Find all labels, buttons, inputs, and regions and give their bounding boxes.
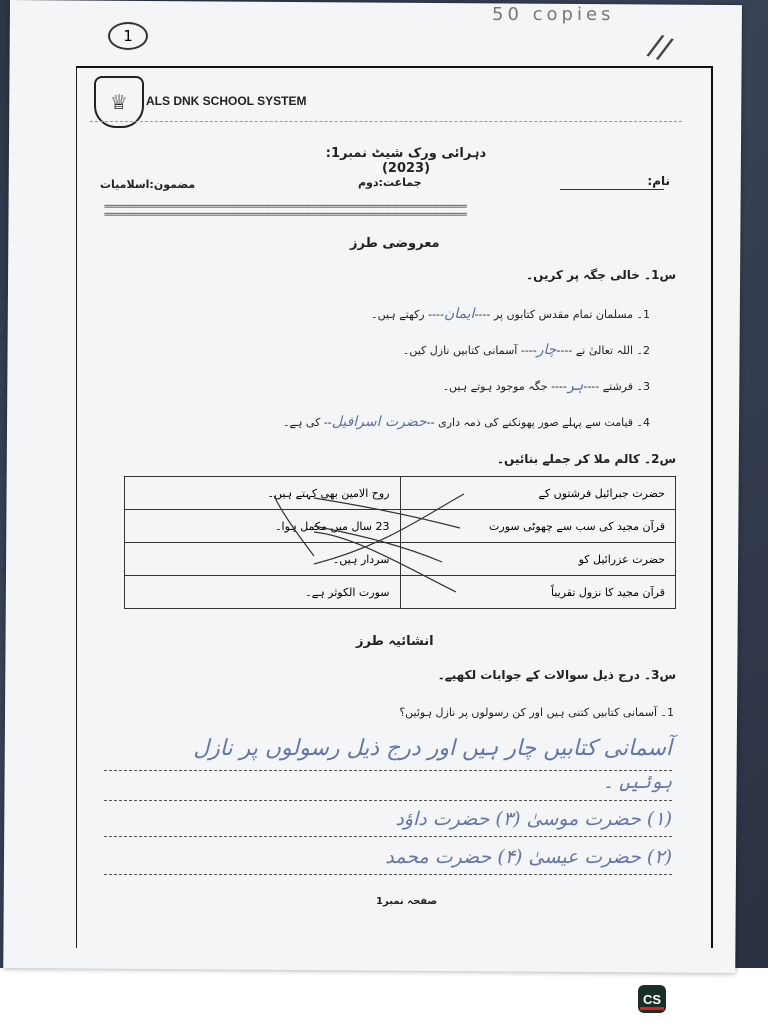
separator-line: ================================================================================== (104, 210, 467, 220)
matching-lines (124, 476, 676, 612)
q1-item: 4۔ قیامت سے پہلے صور پھونکنے کی ذمہ داری --حضرت اسرافیل-- کی ہے۔ (283, 414, 650, 430)
separator-line: ================================================================================== (104, 202, 467, 212)
q1-item: 3۔ فرشتے ----ہر---- جگہ موجود ہوتے ہیں۔ (442, 378, 650, 394)
name-field-line (560, 189, 664, 190)
header-divider (90, 121, 682, 122)
subjective-heading: انشائیہ طرز (356, 634, 434, 649)
handwritten-answer: (۱) حضرت موسیٰ (۳) حضرت داؤد (395, 808, 672, 830)
q1-item-after: کی ہے۔ (283, 416, 321, 429)
match-line (314, 532, 456, 592)
q1-item-num: 4۔ (636, 416, 650, 429)
q1-label: س1۔ خالی جگہ پر کریں۔ (526, 268, 676, 282)
page-circle-number: 1 (108, 22, 148, 50)
q1-item-answer: حضرت اسرافیل (331, 414, 427, 430)
q1-item-answer: ایمان (444, 306, 475, 322)
q1-item-num: 1۔ (636, 308, 650, 321)
page-number-footer: صفحہ نمبر1 (376, 896, 438, 907)
name-label: نام: (647, 174, 670, 188)
match-right-cell: حضرت جبرائیل فرشتوں کے (400, 477, 676, 510)
match-left-cell: روح الامین بھی کہتے ہیں۔ (125, 477, 401, 510)
match-right-cell: قرآن مجید کی سب سے چھوٹی سورت (400, 510, 676, 543)
match-left-cell: 23 سال میں مکمل ہوا۔ (125, 510, 401, 543)
q1-item-before: اللہ تعالیٰ نے (575, 344, 634, 357)
match-right-cell: قرآن مجید کا نزول تقریباً (400, 576, 676, 609)
answer-line (104, 770, 672, 771)
answer-line (104, 836, 672, 837)
q1-item-after: آسمانی کتابیں نازل کیں۔ (402, 344, 518, 357)
handwritten-answer: ہوئیں ۔ (602, 772, 672, 793)
q1-item-after: رکھتے ہیں۔ (371, 308, 425, 321)
match-line (314, 526, 442, 562)
camscanner-logo-icon: CS (638, 985, 666, 1013)
school-name: ALS DNK SCHOOL SYSTEM (146, 94, 307, 108)
class-label: جماعت:دوم (358, 176, 422, 189)
match-left-cell: سردار ہیں۔ (125, 543, 401, 576)
q1-item-num: 2۔ (636, 344, 650, 357)
copies-note: 50 copies (492, 4, 615, 25)
match-line (314, 494, 464, 564)
handwritten-answer: (۲) حضرت عیسیٰ (۴) حضرت محمد (385, 846, 672, 868)
answer-line (104, 800, 672, 801)
q1-item: 2۔ اللہ تعالیٰ نے ----چار---- آسمانی کتابیں نازل کیں۔ (402, 342, 650, 358)
q1-item-after: جگہ موجود ہوتے ہیں۔ (442, 380, 548, 393)
q3-label: س3۔ درج ذیل سوالات کے جوابات لکھیے۔ (437, 668, 676, 682)
match-right-cell: حضرت عزرائیل کو (400, 543, 676, 576)
tick-mark-icon: // (644, 27, 676, 68)
q3-question (399, 706, 674, 719)
q1-item-before: مسلمان تمام مقدس کتابوں پر (493, 308, 634, 321)
q1-item-answer: چار (536, 342, 557, 358)
q1-item-answer: ہر (566, 378, 584, 394)
match-line (314, 498, 460, 528)
q3-question-text: آسمانی کتابیں کتنی ہیں اور کن رسولوں پر نازل ہوئیں؟ (399, 706, 658, 719)
handwritten-answer: آسمانی کتابیں چار ہیں اور درج ذیل رسولوں پر نازل (193, 736, 672, 761)
q1-item-num: 3۔ (636, 380, 650, 393)
camscanner-logo-bar (640, 1007, 664, 1010)
match-line (274, 496, 314, 556)
q3-question-num: 1۔ (660, 706, 674, 719)
q2-label: س2۔ کالم ملا کر جملے بنائیں۔ (497, 452, 676, 466)
subject-label: مضمون:اسلامیات (100, 178, 196, 191)
q1-item-before: قیامت سے پہلے صور پھونکنے کی ذمہ داری (438, 416, 634, 429)
match-left-cell: سورت الکوثر ہے۔ (125, 576, 401, 609)
objective-heading: معروضی طرز (350, 236, 440, 251)
q1-item-before: فرشتے (602, 380, 634, 393)
worksheet-title: دہرائی ورک شیٹ نمبر1:(2023) (325, 146, 487, 176)
school-logo-icon: ♕ (94, 76, 144, 128)
q1-item: 1۔ مسلمان تمام مقدس کتابوں پر ----ایمان---- رکھتے ہیں۔ (371, 306, 650, 322)
answer-line (104, 874, 672, 875)
